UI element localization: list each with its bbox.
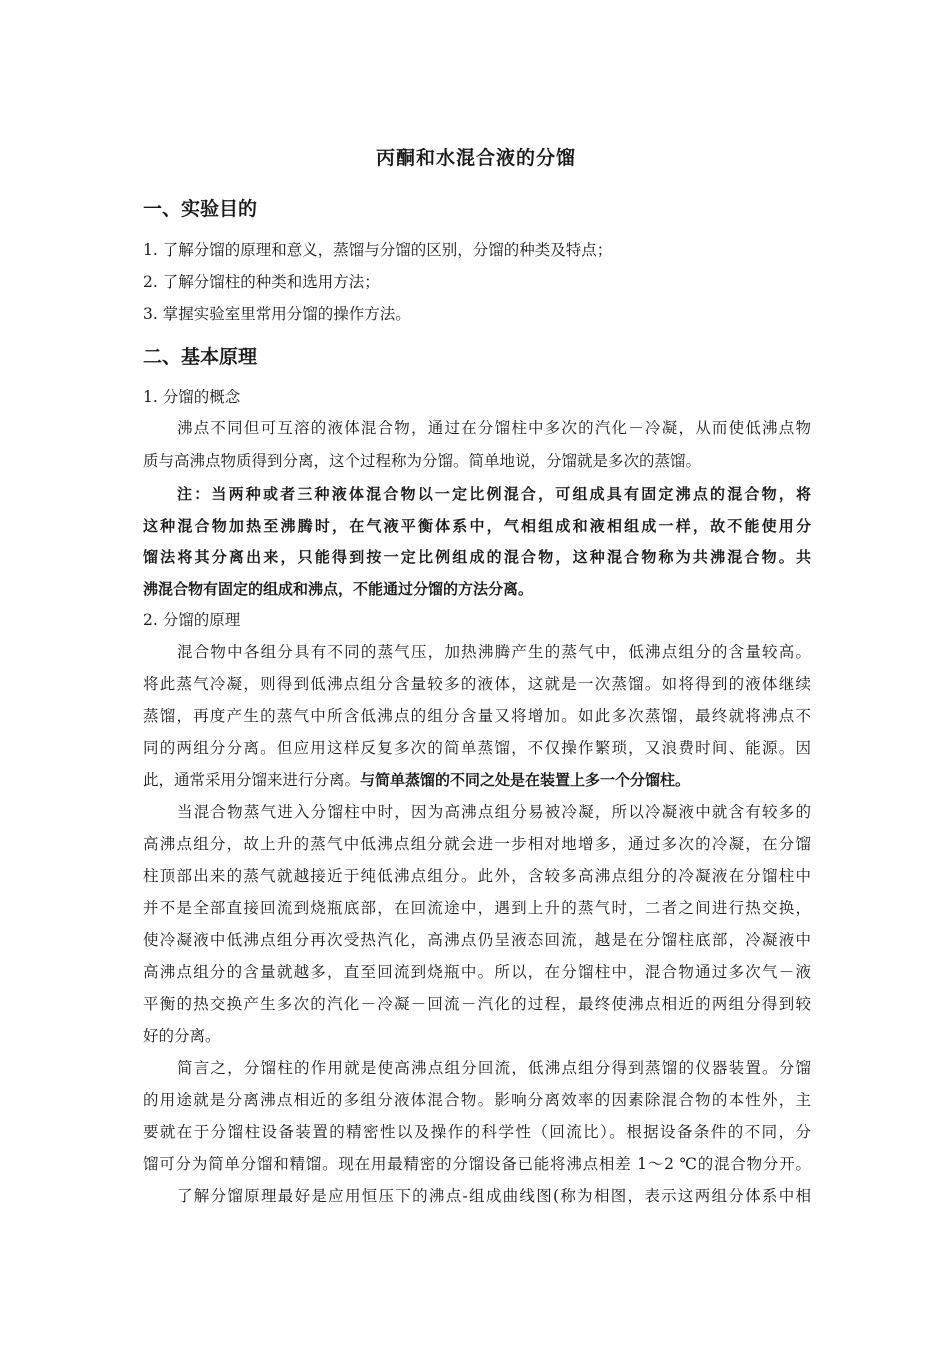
objective-item: 3. 掌握实验室里常用分馏的操作方法。 — [143, 305, 411, 323]
paragraph-line: 的用途就是分离沸点相近的多组分液体混合物。影响分离效率的因素除混合物的本性外，主 — [143, 1091, 811, 1109]
paragraph-line: 要就在于分馏柱设备装置的精密性以及操作的科学性（回流比）。根据设备条件的不同，分 — [143, 1123, 811, 1141]
note-line: 馏法将其分离出来，只能得到按一定比例组成的混合物，这种混合物称为共沸混合物。共 — [143, 548, 811, 566]
paragraph-line: 使冷凝液中低沸点组分再次受热汽化，高沸点仍呈液态回流，越是在分馏柱底部，冷凝液中 — [143, 931, 811, 949]
section-heading-principles: 二、基本原理 — [143, 346, 258, 368]
paragraph-line: 好的分离。 — [143, 1027, 221, 1045]
note-line: 沸混合物有固定的组成和沸点，不能通过分馏的方法分离。 — [143, 580, 534, 598]
note-line: 注：当两种或者三种液体混合物以一定比例混合，可组成具有固定沸点的混合物，将 — [177, 485, 811, 503]
subsection-heading: 2. 分馏的原理 — [143, 611, 241, 629]
paragraph-line: 当混合物蒸气进入分馏柱中时，因为高沸点组分易被冷凝，所以冷凝液中就含有较多的 — [177, 803, 811, 821]
subsection-heading: 1. 分馏的概念 — [143, 388, 241, 406]
note-line: 这种混合物加热至沸腾时，在气液平衡体系中，气相组成和液相组成一样，故不能使用分 — [143, 517, 811, 535]
objective-item: 1. 了解分馏的原理和意义，蒸馏与分馏的区别，分馏的种类及特点； — [143, 241, 613, 259]
paragraph-line: 并不是全部直接回流到烧瓶底部，在回流途中，遇到上升的蒸气时，二者之间进行热交换， — [143, 899, 811, 917]
paragraph-line: 同的两组分分离。但应用这样反复多次的简单蒸馏，不仅操作繁琐，又浪费时间、能源。因 — [143, 739, 811, 757]
section-heading-objectives: 一、实验目的 — [143, 198, 258, 220]
paragraph-line: 高沸点组分，故上升的蒸气中低沸点组分就会进一步相对地增多，通过多次的冷凝，在分馏 — [143, 835, 811, 853]
paragraph-line: 平衡的热交换产生多次的汽化－冷凝－回流－汽化的过程，最终使沸点相近的两组分得到较 — [143, 995, 811, 1013]
paragraph-line: 高沸点组分的含量就越多，直至回流到烧瓶中。所以，在分馏柱中，混合物通过多次气－液 — [143, 963, 811, 981]
paragraph-line: 沸点不同但可互溶的液体混合物，通过在分馏柱中多次的汽化－冷凝，从而使低沸点物 — [177, 419, 811, 437]
paragraph-line: 柱顶部出来的蒸气就越接近于纯低沸点组分。此外，含较多高沸点组分的冷凝液在分馏柱中 — [143, 867, 811, 885]
document-title: 丙酮和水混合液的分馏 — [375, 147, 576, 169]
paragraph-line: 了解分馏原理最好是应用恒压下的沸点-组成曲线图(称为相图，表示这两组分体系中相 — [177, 1187, 811, 1205]
paragraph-line: 混合物中各组分具有不同的蒸气压，加热沸腾产生的蒸气中，低沸点组分的含量较高。 — [177, 643, 811, 661]
paragraph-text: 此，通常采用分馏来进行分离。 — [143, 771, 361, 789]
paragraph-line: 将此蒸气冷凝，则得到低沸点组分含量较多的液体，这就是一次蒸馏。如将得到的液体继续 — [143, 675, 811, 693]
paragraph-line — [143, 770, 811, 790]
paragraph-line: 蒸馏，再度产生的蒸气中所含低沸点的组分含量又将增加。如此多次蒸馏，最终就将沸点不 — [143, 707, 811, 725]
paragraph-line: 简言之，分馏柱的作用就是使高沸点组分回流，低沸点组分得到蒸馏的仪器装置。分馏 — [177, 1059, 811, 1077]
objective-item: 2. 了解分馏柱的种类和选用方法； — [143, 273, 380, 291]
paragraph-line: 质与高沸点物质得到分离，这个过程称为分馏。简单地说，分馏就是多次的蒸馏。 — [143, 452, 702, 470]
paragraph-line: 馏可分为简单分馏和精馏。现在用最精密的分馏设备已能将沸点相差 1～2 ℃的混合物分开。 — [143, 1155, 811, 1173]
emphasis-text: 与简单蒸馏的不同之处是在装置上多一个分馏柱。 — [360, 771, 691, 789]
